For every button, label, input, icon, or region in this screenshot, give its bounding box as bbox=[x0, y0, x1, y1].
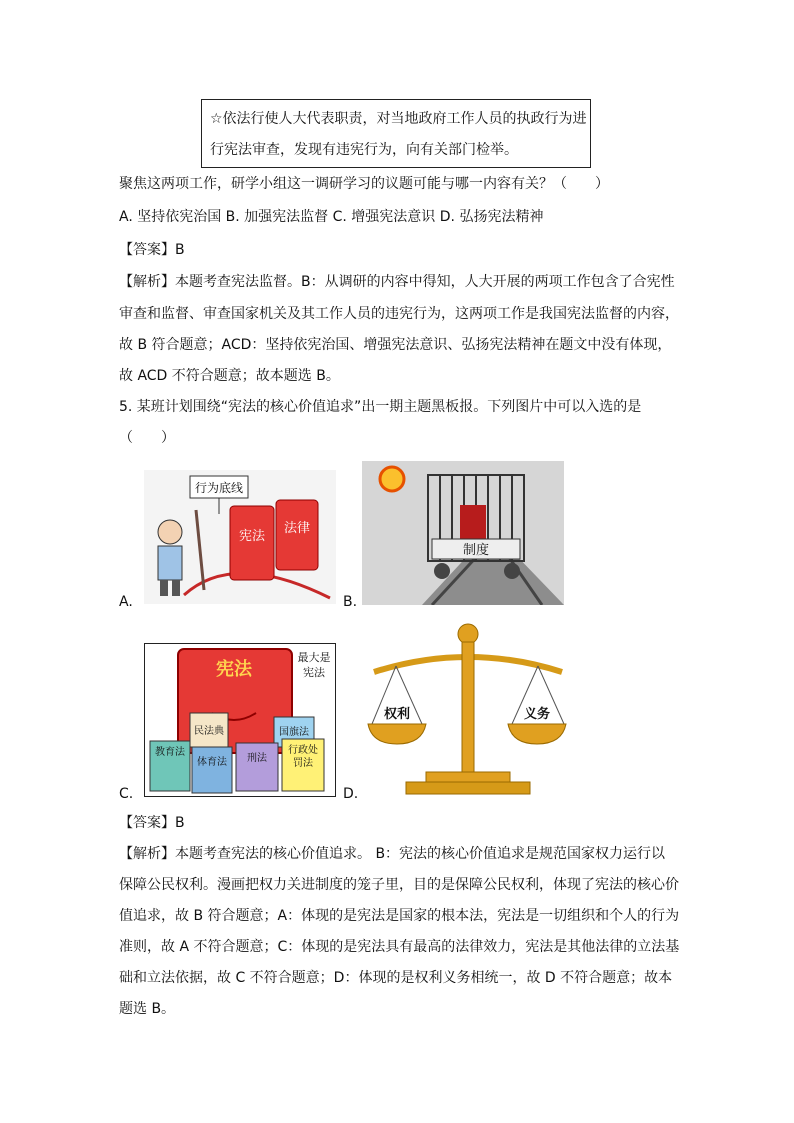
picture-b-cartoon bbox=[362, 461, 564, 605]
picture-c-book: 罚法 bbox=[293, 758, 313, 769]
q5-analysis-line: 值追求，故 B 符合题意；A：体现的是宪法是国家的根本法，宪法是一切组织和个人的行为 bbox=[119, 908, 680, 924]
picture-b-cart-label: 制度 bbox=[462, 543, 490, 558]
q4-stem: 聚焦这两项工作，研学小组这一调研学习的议题可能与哪一内容有关？（ ） bbox=[119, 176, 609, 192]
q5-analysis-line: 础和立法依据，故 C 不符合题意；D：体现的是权利义务相统一，故 D 不符合题意；故本 bbox=[119, 970, 673, 986]
material-line-2: 行宪法审查，发现有违宪行为，向有关部门检举。 bbox=[210, 142, 518, 158]
option-a-label: A. bbox=[119, 594, 133, 610]
picture-c-bubble-1: 最大是 bbox=[297, 651, 331, 664]
picture-c-book: 体育法 bbox=[197, 757, 227, 768]
picture-d-left-label: 权利 bbox=[383, 707, 411, 722]
picture-c-book: 行政处 bbox=[288, 745, 318, 756]
q5-stem-paren: （ ） bbox=[119, 430, 175, 446]
q4-analysis-line: 故 ACD 不符合题意；故本题选 B。 bbox=[119, 368, 340, 384]
q4-analysis-line: 故 B 符合题意；ACD：坚持依宪治国、增强宪法意识、弘扬宪法精神在题文中没有体现， bbox=[119, 337, 672, 353]
q5-stem: 5. 某班计划围绕“宪法的核心价值追求”出一期主题黑板报。下列图片中可以入选的是 bbox=[119, 399, 642, 415]
q4-analysis-line: 审查和监督、审查国家机关及其工作人员的违宪行为，这两项工作是我国宪法监督的内容， bbox=[119, 306, 679, 322]
picture-c-book: 国旗法 bbox=[279, 727, 309, 738]
q5-answer: 【答案】B bbox=[119, 815, 185, 831]
q5-analysis-line: 题选 B。 bbox=[119, 1001, 176, 1017]
material-line-1: ☆依法行使人大代表职责，对当地政府工作人员的执政行为进 bbox=[210, 111, 587, 127]
option-d-label: D. bbox=[343, 786, 359, 802]
picture-c-book: 刑法 bbox=[247, 753, 267, 764]
picture-d-scale bbox=[366, 622, 570, 798]
picture-d-right-label: 义务 bbox=[523, 707, 551, 722]
picture-c-book: 教育法 bbox=[155, 747, 185, 758]
material-box bbox=[201, 99, 591, 168]
q5-analysis-line: 【解析】本题考查宪法的核心价值追求。 B：宪法的核心价值追求是规范国家权力运行以 bbox=[119, 846, 666, 862]
picture-c-cartoon bbox=[144, 643, 336, 797]
picture-c-big-book: 宪法 bbox=[216, 659, 252, 680]
picture-a-book-1: 宪法 bbox=[238, 529, 266, 544]
q4-answer: 【答案】B bbox=[119, 242, 185, 258]
q4-options: A. 坚持依宪治国 B. 加强宪法监督 C. 增强宪法意识 D. 弘扬宪法精神 bbox=[119, 209, 544, 225]
q5-analysis-line: 保障公民权利。漫画把权力关进制度的笼子里，目的是保障公民权利，体现了宪法的核心价 bbox=[119, 877, 679, 893]
option-c-label: C. bbox=[119, 786, 134, 802]
option-b-label: B. bbox=[343, 594, 358, 610]
picture-a-sign: 行为底线 bbox=[194, 481, 244, 495]
picture-a-book-2: 法律 bbox=[283, 521, 311, 536]
picture-c-bubble-2: 宪法 bbox=[303, 666, 325, 679]
picture-c-book: 民法典 bbox=[194, 726, 224, 737]
q4-analysis-line: 【解析】本题考查宪法监督。B：从调研的内容中得知，人大开展的两项工作包含了合宪性 bbox=[119, 274, 675, 290]
q5-analysis-line: 准则，故 A 不符合题意；C：体现的是宪法具有最高的法律效力，宪法是其他法律的立法基 bbox=[119, 939, 680, 955]
picture-a-cartoon bbox=[144, 470, 336, 604]
